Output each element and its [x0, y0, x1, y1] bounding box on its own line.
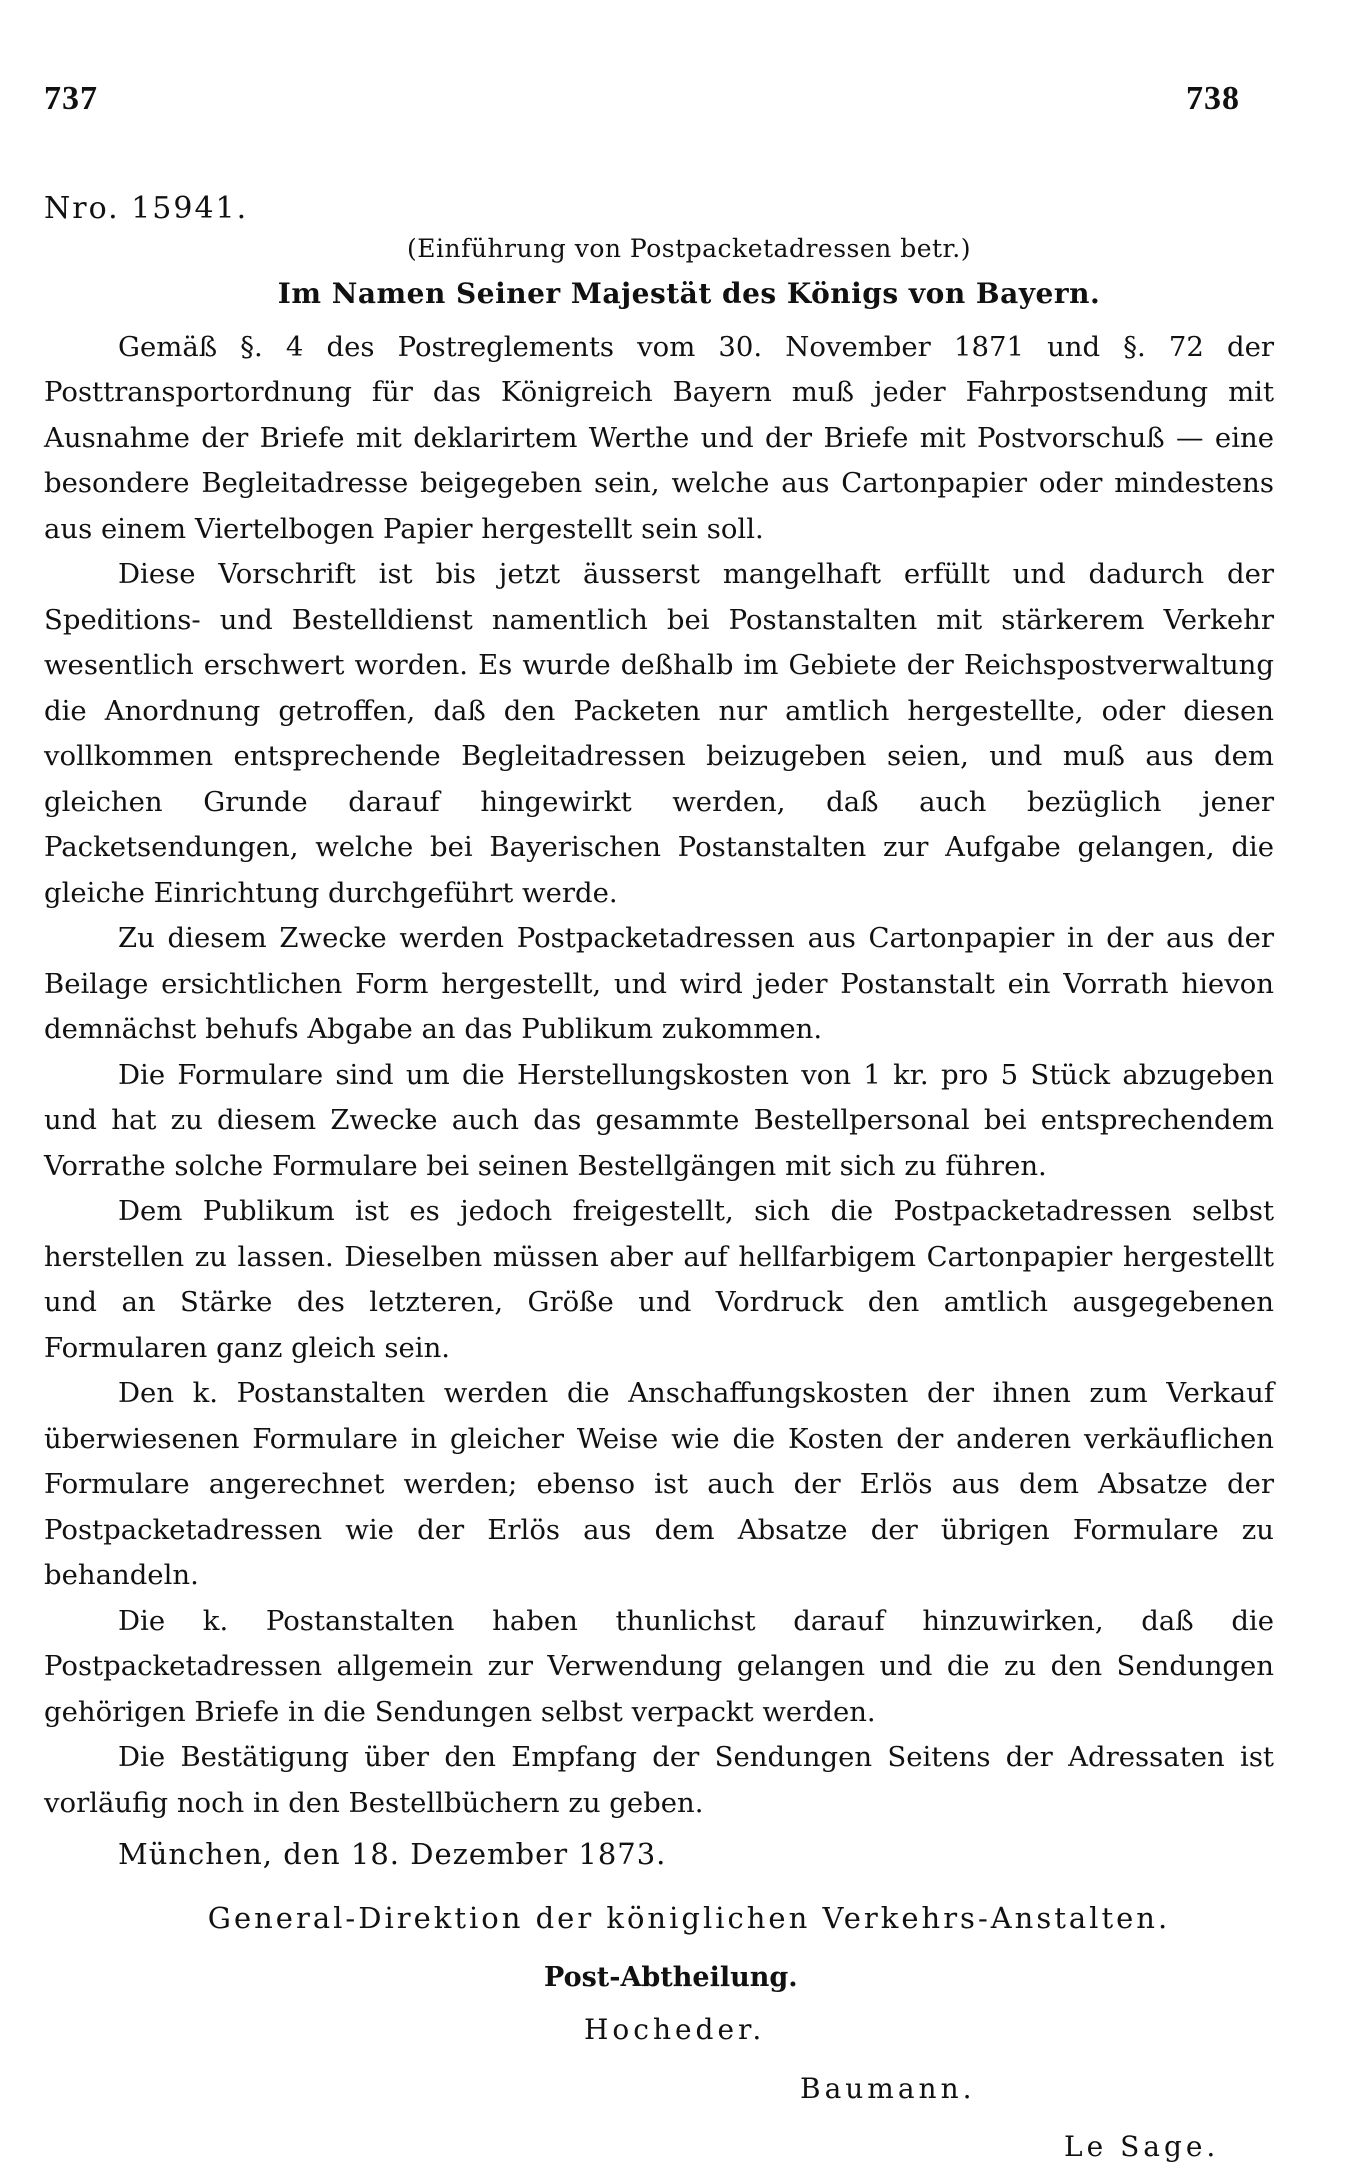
page-number-left: 737	[44, 80, 98, 118]
signature-hocheder: Hocheder.	[584, 2007, 1274, 2053]
ordinance-text	[44, 186, 1274, 2169]
document-date: München, den 18. Dezember 1873.	[118, 1832, 1274, 1878]
document-subject: (Einführung von Postpacketadressen betr.)	[44, 226, 1274, 272]
signature-le-sage: Le Sage.	[1064, 2124, 1274, 2169]
paragraph-2: Diese Vorschrift ist bis jetzt äusserst mangelhaft erfüllt und dadurch der Speditions- und Bestelldienst namentlich bei Postanstalten mit stärkerem Verkehr wesentlich erschwert worden. Es wurde deßhalb im Gebiete der Reichspostverwaltung die Anordnung getroffen, daß den Packeten nur amtlich hergestellte, oder diesen vollkommen entsprechende Begleitadressen beizugeben seien, und muß aus dem gleichen Grunde darauf hingewirkt werden, daß auch bezüglich jener Packetsendungen, welche bei Bayerischen Postanstalten zur Aufgabe gelangen, die gleiche Einrichtung durchgeführt werde.	[44, 552, 1274, 916]
paragraph-1: Gemäß §. 4 des Postreglements vom 30. November 1871 und §. 72 der Posttransportordnung für das Königreich Bayern muß jeder Fahrpostsendung mit Ausnahme der Briefe mit deklarirtem Werthe und der Briefe mit Postvorschuß — eine besondere Begleitadresse beigegeben sein, welche aus Cartonpapier oder mindestens aus einem Viertelbogen Papier hergestellt sein soll.	[44, 325, 1274, 553]
issuing-authority: General-Direktion der königlichen Verkehrs-Anstalten.	[44, 1896, 1274, 1942]
paragraph-3: Zu diesem Zwecke werden Postpacketadressen aus Cartonpapier in der aus der Beilage ersichtlichen Form hergestellt, und wird jeder Postanstalt ein Vorrath hievon demnächst behufs Abgabe an das Publikum zukommen.	[44, 916, 1274, 1053]
paragraph-4: Die Formulare sind um die Herstellungskosten von 1 kr. pro 5 Stück abzugeben und hat zu diesem Zwecke auch das gesammte Bestellpersonal bei entsprechendem Vorrathe solche Formulare bei seinen Bestellgängen mit sich zu führen.	[44, 1053, 1274, 1190]
page-number-right: 738	[1186, 80, 1240, 118]
signature-baumann: Baumann.	[800, 2066, 1274, 2112]
paragraph-6: Den k. Postanstalten werden die Anschaffungskosten der ihnen zum Verkauf überwiesenen Formulare in gleicher Weise wie die Kosten der anderen verkäuflichen Formulare angerechnet werden; ebenso ist auch der Erlös aus dem Absatze der Postpacketadressen wie der Erlös aus dem Absatze der übrigen Formulare zu behandeln.	[44, 1371, 1274, 1599]
document-number: Nro. 15941.	[44, 186, 1274, 232]
paragraph-8: Die Bestätigung über den Empfang der Sendungen Seitens der Adressaten ist vorläufig noch in den Bestellbüchern zu geben.	[44, 1735, 1274, 1826]
document-heading: Im Namen Seiner Majestät des Königs von Bayern.	[44, 271, 1274, 317]
department-name: Post-Abtheilung.	[544, 1955, 1274, 2001]
paragraph-7: Die k. Postanstalten haben thunlichst darauf hinzuwirken, daß die Postpacketadressen allgemein zur Verwendung gelangen und die zu den Sendungen gehörigen Briefe in die Sendungen selbst verpackt werden.	[44, 1599, 1274, 1736]
paragraph-5: Dem Publikum ist es jedoch freigestellt, sich die Postpacketadressen selbst herstellen zu lassen. Dieselben müssen aber auf hellfarbigem Cartonpapier hergestellt und an Stärke des letzteren, Größe und Vordruck den amtlich ausgegebenen Formularen ganz gleich sein.	[44, 1189, 1274, 1371]
